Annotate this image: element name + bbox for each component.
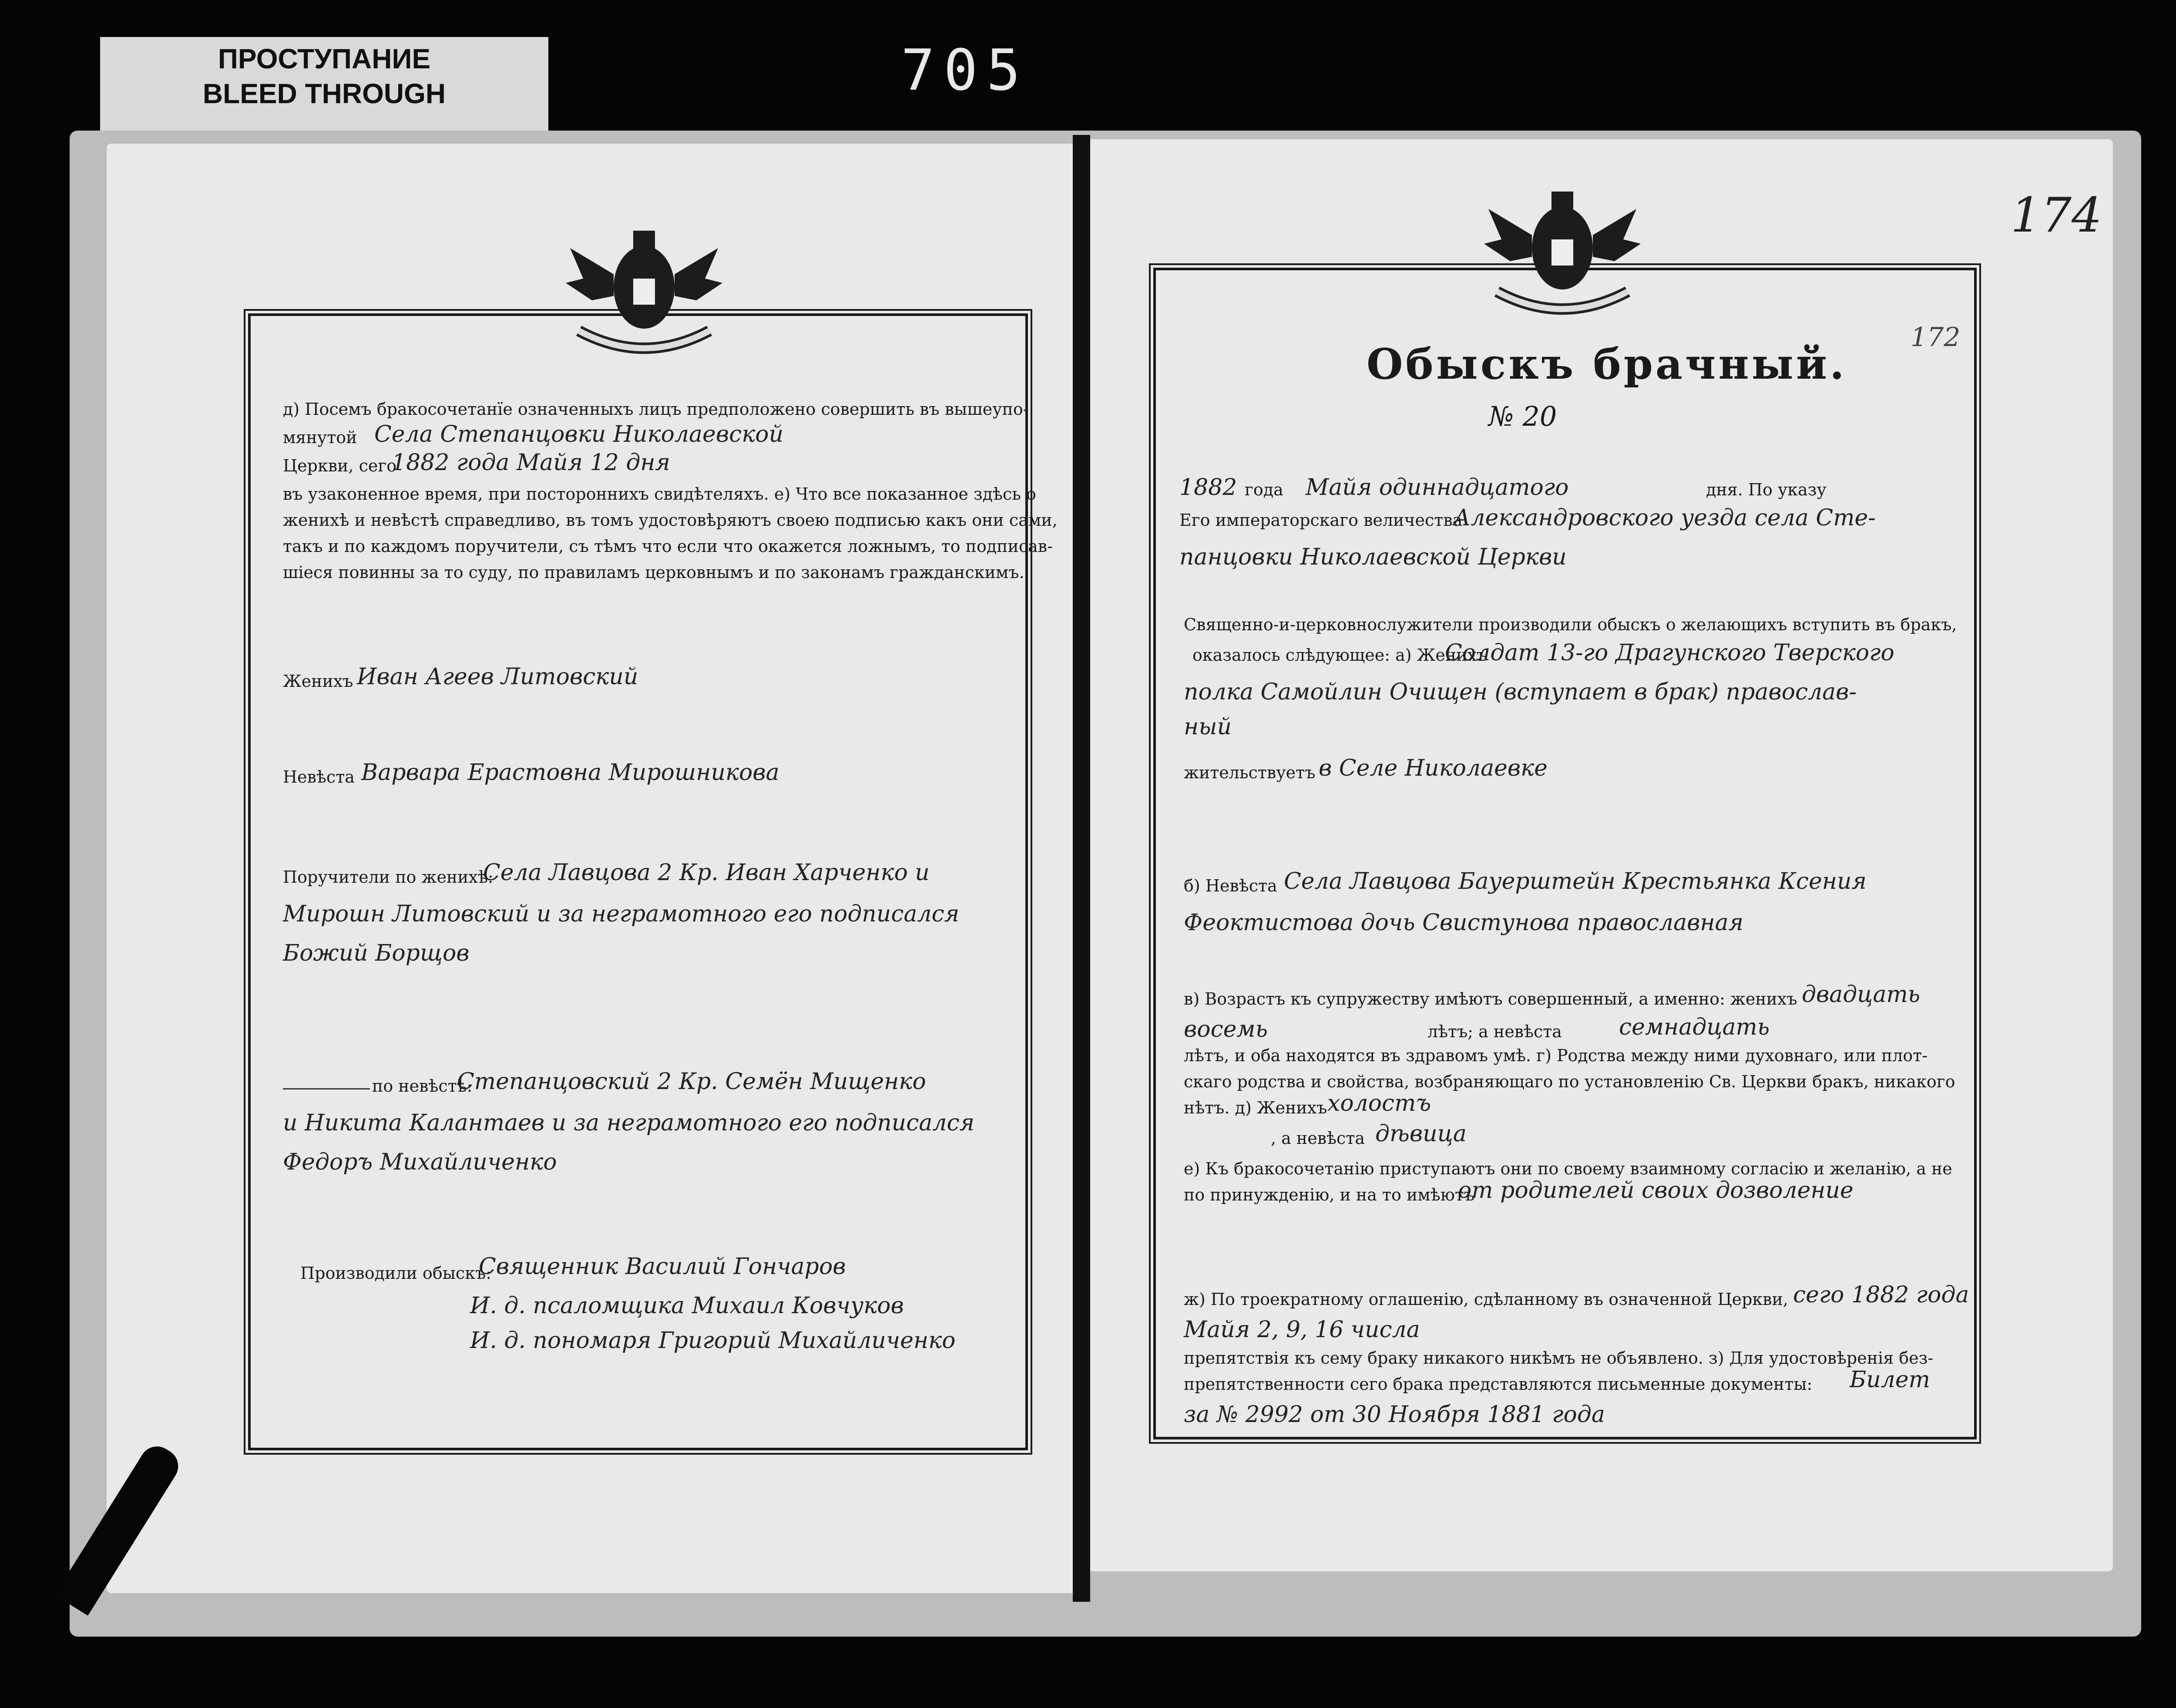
decree-label: Его императорскаго величества (1179, 511, 1463, 530)
consent-label: по принужденiю, и на то имѣютъ (1184, 1185, 1475, 1204)
bride-label: Невѣста (283, 767, 355, 787)
conducted-handwritten: И. д. псаломщика Михаил Ковчуков (470, 1293, 904, 1319)
bride-sureties-label: по невѣстѣ: (372, 1076, 473, 1096)
item5-line: женихѣ и невѣстѣ справедливо, въ томъ удостовѣряютъ своею подписью какъ они сами, (283, 511, 1058, 530)
record-number-handwritten: № 20 (1488, 400, 1557, 432)
conducted-handwritten: Священник Василий Гончаров (479, 1254, 846, 1280)
impediment-line: препятствiя къ сему браку никакого никѣмъ не объявлено. з) Для удостовѣренiя без- (1184, 1348, 1934, 1368)
right-page-frame (1153, 268, 1977, 1439)
item5-line: шiеся повинны за то суду, по правиламъ церковнымъ и по законамъ гражданскимъ. (283, 563, 1024, 582)
groom-name-handwritten: Иван Агеев Литовский (357, 664, 638, 690)
page-title: Обыскъ брачный. (1367, 340, 1847, 389)
item5-line: Церкви, сего (283, 456, 397, 475)
conducted-handwritten: И. д. пономаря Григорий Михайличенко (470, 1328, 956, 1354)
age-label: в) Возрастъ къ супружеству имѣютъ совершенный, а именно: женихъ (1184, 989, 1797, 1009)
consent-line: е) Къ бракосочетанiю приступаютъ они по своему взаимному согласiю и желанiю, а не (1184, 1159, 1952, 1178)
bride-status-label: , а невѣста (1271, 1129, 1365, 1148)
banns-label: ж) По троекратному оглашенiю, сдѣланному въ означенной Церкви, (1184, 1290, 1788, 1309)
banns-handwritten: Майя 2, 9, 16 числа (1184, 1317, 1420, 1343)
book-gutter (1073, 135, 1090, 1602)
church-handwritten: Александровского уезда села Сте- (1454, 505, 1876, 531)
groom-sureties-handwritten: Божий Борщов (283, 940, 470, 966)
found-label: оказалось слѣдующее: а) Женихъ (1192, 646, 1488, 665)
bride-label: б) Невѣста (1184, 876, 1277, 895)
conducted-label: Производили обыскъ: (300, 1264, 491, 1283)
groom-handwritten: полка Самойлин Очищен (вступает в брак) православ- (1184, 679, 1857, 705)
documents-handwritten: за № 2992 от 30 Ноября 1881 года (1184, 1402, 1605, 1428)
bride-sureties-handwritten: Степанцовский 2 Кр. Семён Мищенко (457, 1069, 926, 1095)
residence-label: жительствуетъ (1184, 763, 1316, 782)
groom-sureties-handwritten: Села Лавцова 2 Кр. Иван Харченко и (483, 860, 930, 886)
page-number-faint: 172 (1911, 322, 1961, 353)
frame-number: 705 (901, 37, 1029, 103)
documents-label: препятственности сего брака представляются письменные документы: (1184, 1375, 1813, 1394)
health-line: лѣтъ, и оба находятся въ здравомъ умѣ. г) Родства между ними духовнаго, или плот- (1184, 1046, 1928, 1065)
status-label: нѣтъ. д) Женихъ (1184, 1098, 1327, 1117)
clergy-line: Священно-и-церковнослужители производили обыскъ о желающихъ вступить въ бракъ, (1184, 615, 1957, 634)
groom-status-handwritten: холостъ (1327, 1090, 1431, 1116)
bride-handwritten: Феоктистова дочь Свистунова православная (1184, 910, 1744, 936)
groom-sureties-handwritten: Мирошн Литовский и за неграмотного его подписался (283, 901, 960, 927)
bride-sureties-handwritten: Федоръ Михайличенко (283, 1149, 557, 1175)
year-label: года (1245, 480, 1283, 499)
blank-line (283, 1088, 370, 1089)
item5-line: такъ и по каждомъ поручители, съ тѣмъ что если что окажется ложнымъ, то подписав- (283, 537, 1053, 556)
groom-handwritten: Солдат 13-го Драгунского Тверского (1445, 640, 1894, 666)
item5-line: мянутой (283, 428, 357, 447)
year-handwritten: 1882 (1179, 474, 1237, 501)
groom-sureties-label: Поручители по женихѣ: (283, 867, 494, 887)
groom-age-handwritten: восемь (1184, 1016, 1268, 1042)
documents-handwritten: Билет (1850, 1367, 1930, 1393)
day-label: дня. По указу (1706, 480, 1827, 499)
groom-handwritten: ный (1184, 714, 1232, 740)
label-line-en: BLEED THROUGH (202, 78, 446, 109)
bride-status-handwritten: дѣвица (1375, 1121, 1467, 1147)
handwritten-date: 1882 года Майя 12 дня (392, 450, 670, 476)
bride-sureties-handwritten: и Никита Калантаев и за неграмотного его подписался (283, 1110, 975, 1136)
month-handwritten: Майя одиннадцатого (1306, 474, 1569, 501)
consent-handwritten: от родителей своих дозволение (1458, 1177, 1854, 1204)
bleed-through-label (100, 37, 548, 139)
handwritten-church: Села Степанцовки Николаевской (374, 421, 784, 447)
residence-handwritten: в Селе Николаевке (1319, 755, 1548, 781)
bride-name-handwritten: Варвара Ерастовна Мирошникова (361, 760, 779, 786)
imperial-eagle-emblem (1471, 183, 1654, 331)
page-number-handwritten: 174 (2011, 187, 2102, 243)
item5-line: д) Посемъ бракосочетанїе означенныхъ лицъ предположено совершить въ вышеупо- (283, 400, 1029, 419)
kinship-line: скаго родства и свойства, возбраняющаго по установленiю Св. Церкви бракъ, никакого (1184, 1072, 1955, 1091)
groom-age-handwritten: двадцать (1802, 982, 1921, 1008)
label-line-ru: ПРОСТУПАНИЕ (218, 43, 431, 74)
groom-label: Женихъ (283, 672, 353, 691)
imperial-eagle-emblem (553, 222, 735, 370)
bride-age-handwritten: семнадцать (1619, 1014, 1770, 1040)
banns-handwritten: сего 1882 года (1793, 1282, 1969, 1308)
church-handwritten: панцовки Николаевской Церкви (1179, 544, 1567, 570)
age-years-label: лѣтъ; а невѣста (1427, 1022, 1562, 1041)
bride-handwritten: Села Лавцова Бауерштейн Крестьянка Ксения (1284, 868, 1867, 894)
item5-line: въ узаконенное время, при постороннихъ свидѣтеляхъ. е) Что все показанное здѣсь о (283, 484, 1036, 504)
